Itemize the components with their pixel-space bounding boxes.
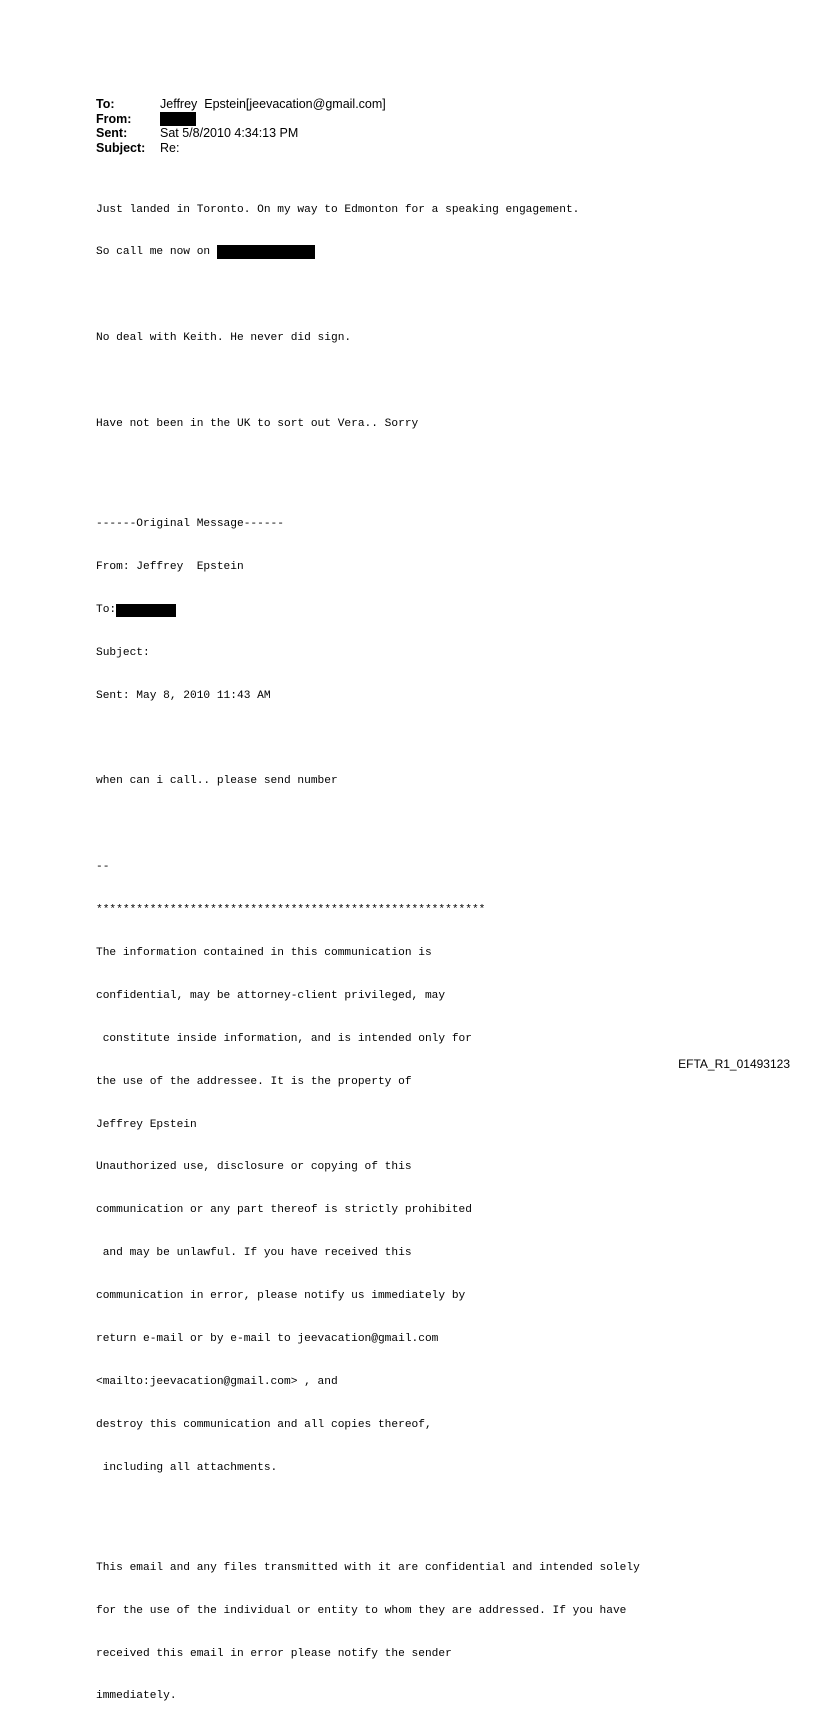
- original-sent: Sent: May 8, 2010 11:43 AM: [96, 689, 271, 702]
- signature-line-6: communication or any part thereof is strictly prohibited: [96, 1204, 472, 1217]
- to-value: Jeffrey Epstein[jeevacation@gmail.com]: [160, 97, 386, 111]
- sent-row: [96, 126, 386, 141]
- to-row: [96, 97, 386, 112]
- signature-line-8: communication in error, please notify us immediately by: [96, 1290, 466, 1303]
- phone-redaction: [217, 245, 315, 259]
- signature-line-4: Jeffrey Epstein: [96, 1118, 197, 1131]
- signature-line-2: constitute inside information, and is intended only for: [96, 1032, 472, 1045]
- disclaimer-line-0: This email and any files transmitted with it are confidential and intended solely: [96, 1561, 640, 1574]
- sent-label: Sent:: [96, 126, 128, 140]
- subject-label: Subject:: [96, 140, 146, 155]
- to-label: To:: [96, 97, 115, 111]
- original-text: when can i call.. please send number: [96, 775, 338, 788]
- signature-line-3: the use of the addressee. It is the property of: [96, 1075, 412, 1088]
- signature-line-12: including all attachments.: [96, 1461, 278, 1474]
- signature-dashes: --: [96, 861, 110, 874]
- message-line-3: No deal with Keith. He never did sign.: [96, 332, 352, 345]
- signature-line-1: confidential, may be attorney-client privileged, may: [96, 989, 446, 1002]
- original-to-label: To:: [96, 603, 117, 616]
- subject-row: [96, 141, 386, 156]
- signature-line-9: return e-mail or by e-mail to jeevacation@gmail.com: [96, 1333, 439, 1346]
- email-header: [96, 97, 386, 155]
- original-from: From: Jeffrey Epstein: [96, 561, 244, 574]
- from-label: From:: [96, 111, 132, 126]
- to-redaction: [116, 604, 176, 617]
- message-line-4: Have not been in the UK to sort out Vera.. Sorry: [96, 418, 419, 431]
- original-subject: Subject:: [96, 646, 150, 659]
- signature-line-11: destroy this communication and all copies thereof,: [96, 1418, 432, 1431]
- original-divider: ------Original Message------: [96, 518, 284, 531]
- disclaimer-line-3: immediately.: [96, 1690, 177, 1703]
- message-line-2: [96, 245, 786, 259]
- signature-line-0: The information contained in this communication is: [96, 947, 432, 960]
- signature-line-5: Unauthorized use, disclosure or copying of this: [96, 1161, 412, 1174]
- signature-line-7: and may be unlawful. If you have received this: [96, 1247, 412, 1260]
- message-line-1: Just landed in Toronto. On my way to Edmonton for a speaking engagement.: [96, 203, 580, 216]
- disclaimer-line-1: for the use of the individual or entity to whom they are addressed. If you have: [96, 1604, 627, 1617]
- email-body: [96, 174, 786, 1718]
- from-row: [96, 112, 386, 127]
- document-id: EFTA_R1_01493123: [678, 1057, 790, 1071]
- signature-line-10: <mailto:jeevacation@gmail.com> , and: [96, 1375, 338, 1388]
- signature-stars: **********************************************************: [96, 904, 486, 917]
- subject-value: Re:: [160, 140, 180, 155]
- from-redaction: [160, 112, 196, 126]
- original-to: [96, 603, 786, 617]
- message-line-2-text: So call me now on: [96, 246, 217, 259]
- sent-value: Sat 5/8/2010 4:34:13 PM: [160, 126, 299, 140]
- disclaimer-line-2: received this email in error please notify the sender: [96, 1647, 452, 1660]
